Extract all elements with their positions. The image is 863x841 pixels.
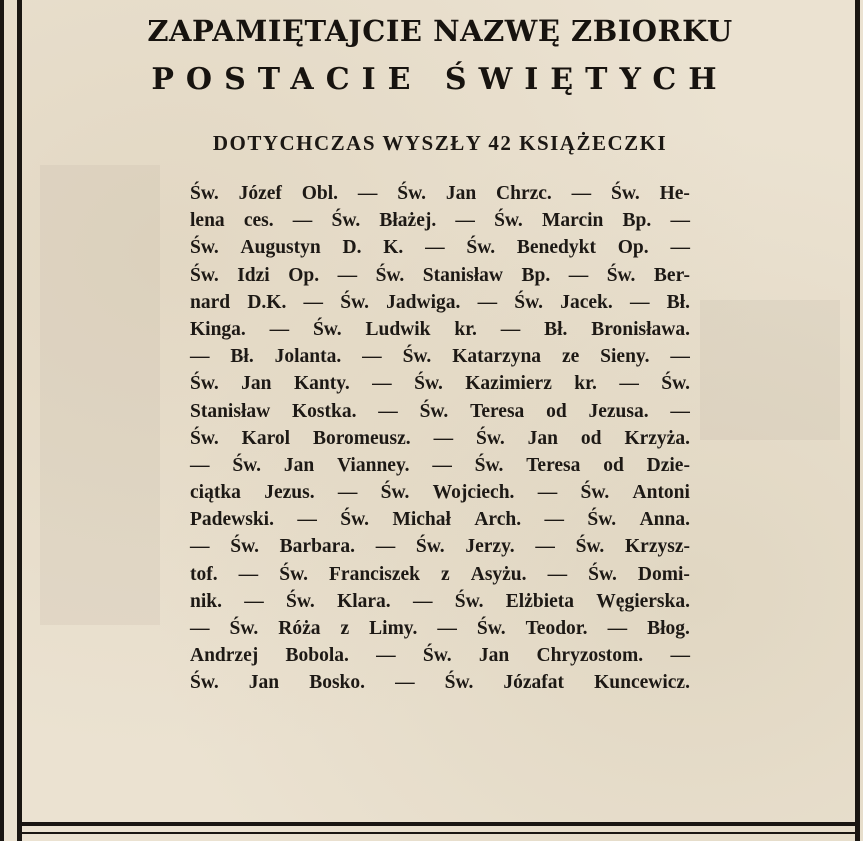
body-line: Św. Idzi Op. — Św. Stanisław Bp. — Św. Ber- <box>190 264 690 286</box>
right-border <box>855 0 860 841</box>
body-line: — Św. Jan Vianney. — Św. Teresa od Dzie- <box>190 454 690 476</box>
body-line: tof. — Św. Franciszek z Asyżu. — Św. Domi- <box>190 563 690 585</box>
body-line: Św. Jan Bosko. — Św. Józafat Kuncewicz. <box>190 672 690 694</box>
body-line: lena ces. — Św. Błażej. — Św. Marcin Bp. — <box>190 210 690 232</box>
bleed-through-shade <box>40 165 160 625</box>
title-line-2: POSTACIE ŚWIĘTYCH <box>151 62 729 97</box>
body-line: Św. Augustyn D. K. — Św. Benedykt Op. — <box>190 237 690 259</box>
body-line: nik. — Św. Klara. — Św. Elżbieta Węgierska. <box>190 590 690 612</box>
body-line: Św. Karol Boromeusz. — Św. Jan od Krzyża. <box>190 427 690 449</box>
title-line-1: ZAPAMIĘTAJCIE NAZWĘ ZBIORKU <box>147 14 733 48</box>
body-line: — Św. Barbara. — Św. Jerzy. — Św. Krzysz- <box>190 536 690 558</box>
body-line: Stanisław Kostka. — Św. Teresa od Jezusa. — <box>190 400 690 422</box>
body-line: — Św. Róża z Limy. — Św. Teodor. — Błog. <box>190 618 690 639</box>
bleed-through-shade-right <box>700 300 840 440</box>
body-line: Kinga. — Św. Ludwik kr. — Bł. Bronisława. <box>190 318 690 340</box>
body-line: Andrzej Bobola. — Św. Jan Chryzostom. — <box>190 645 690 667</box>
body-line: Św. Józef Obl. — Św. Jan Chrzc. — Św. He- <box>190 183 690 204</box>
bottom-border <box>17 822 860 826</box>
bottom-border-thin <box>17 832 860 834</box>
left-border-outer <box>0 0 4 841</box>
body-line: nard D.K. — Św. Jadwiga. — Św. Jacek. — Bł. <box>190 291 690 313</box>
saints-list <box>190 180 690 697</box>
body-line: Św. Jan Kanty. — Św. Kazimierz kr. — Św. <box>190 373 690 395</box>
left-border-inner <box>17 0 22 841</box>
subtitle: DOTYCHCZAS WYSZŁY 42 KSIĄŻECZKI <box>212 131 668 155</box>
body-line: Padewski. — Św. Michał Arch. — Św. Anna. <box>190 509 690 531</box>
body-line: ciątka Jezus. — Św. Wojciech. — Św. Antoni <box>190 482 690 504</box>
body-line: — Bł. Jolanta. — Św. Katarzyna ze Sieny. — <box>190 346 690 368</box>
